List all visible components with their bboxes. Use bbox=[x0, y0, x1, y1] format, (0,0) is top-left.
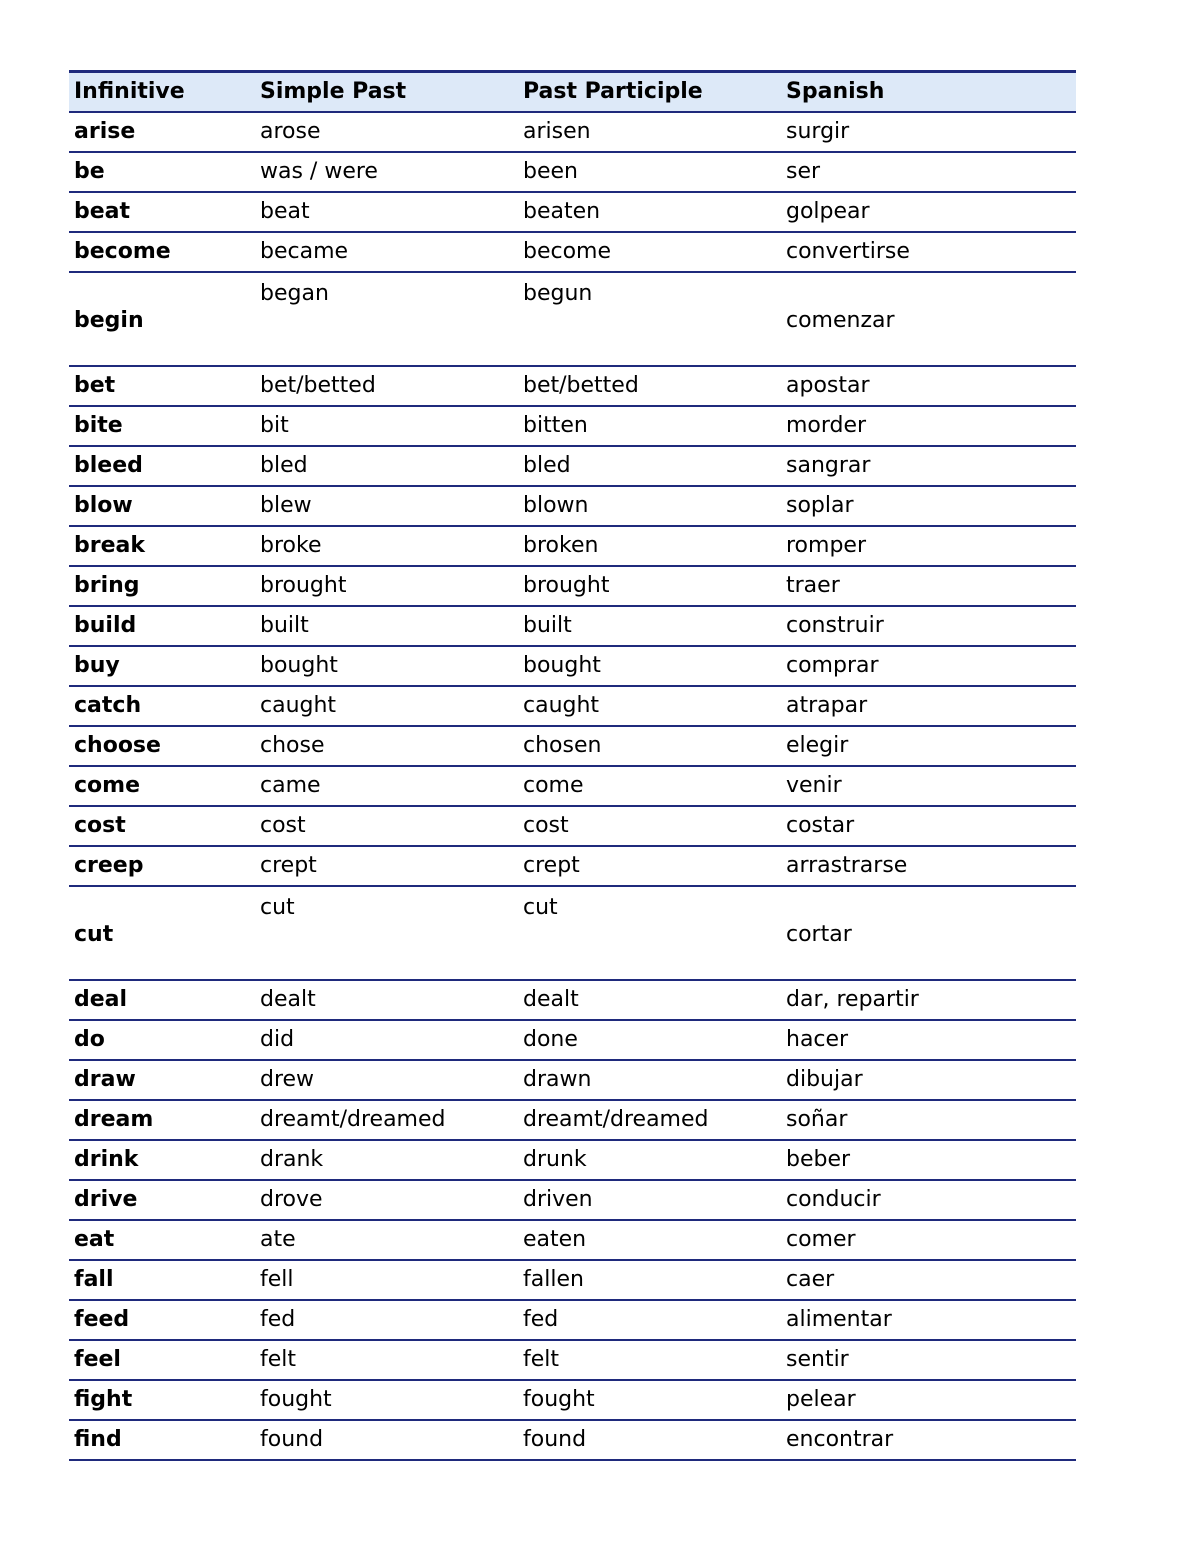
table-row bbox=[69, 152, 1076, 192]
cell-simple-past: bit bbox=[255, 406, 518, 446]
cell-spanish: hacer bbox=[781, 1020, 1076, 1060]
cell-spanish: romper bbox=[781, 526, 1076, 566]
cell-spanish: golpear bbox=[781, 192, 1076, 232]
cell-infinitive: find bbox=[69, 1420, 255, 1460]
cell-simple-past: blew bbox=[255, 486, 518, 526]
cell-infinitive: dream bbox=[69, 1100, 255, 1140]
cell-simple-past: dealt bbox=[255, 980, 518, 1020]
cell-past-participle: begun bbox=[518, 272, 781, 366]
cell-spanish: convertirse bbox=[781, 232, 1076, 272]
cell-past-participle: bled bbox=[518, 446, 781, 486]
cell-past-participle: brought bbox=[518, 566, 781, 606]
cell-infinitive: draw bbox=[69, 1060, 255, 1100]
table-row bbox=[69, 366, 1076, 406]
cell-simple-past: built bbox=[255, 606, 518, 646]
cell-past-participle: come bbox=[518, 766, 781, 806]
table-row bbox=[69, 606, 1076, 646]
cell-infinitive: blow bbox=[69, 486, 255, 526]
cell-infinitive: do bbox=[69, 1020, 255, 1060]
cell-infinitive: fight bbox=[69, 1380, 255, 1420]
cell-simple-past: came bbox=[255, 766, 518, 806]
cell-simple-past: felt bbox=[255, 1340, 518, 1380]
table-row bbox=[69, 446, 1076, 486]
cell-infinitive: be bbox=[69, 152, 255, 192]
cell-past-participle: cost bbox=[518, 806, 781, 846]
cell-spanish: comenzar bbox=[781, 272, 1076, 366]
cell-past-participle: crept bbox=[518, 846, 781, 886]
cell-past-participle: fed bbox=[518, 1300, 781, 1340]
table-header bbox=[69, 72, 1076, 113]
cell-simple-past: brought bbox=[255, 566, 518, 606]
cell-spanish: costar bbox=[781, 806, 1076, 846]
table-row bbox=[69, 1380, 1076, 1420]
table-row bbox=[69, 526, 1076, 566]
cell-simple-past: bought bbox=[255, 646, 518, 686]
cell-simple-past: bled bbox=[255, 446, 518, 486]
cell-spanish: morder bbox=[781, 406, 1076, 446]
cell-spanish: sangrar bbox=[781, 446, 1076, 486]
cell-spanish: arrastrarse bbox=[781, 846, 1076, 886]
cell-past-participle: drawn bbox=[518, 1060, 781, 1100]
table-row bbox=[69, 1220, 1076, 1260]
cell-spanish: beber bbox=[781, 1140, 1076, 1180]
cell-past-participle: drunk bbox=[518, 1140, 781, 1180]
cell-simple-past: caught bbox=[255, 686, 518, 726]
cell-simple-past: drove bbox=[255, 1180, 518, 1220]
cell-spanish: conducir bbox=[781, 1180, 1076, 1220]
cell-spanish: cortar bbox=[781, 886, 1076, 980]
cell-infinitive: arise bbox=[69, 112, 255, 152]
cell-spanish: dar, repartir bbox=[781, 980, 1076, 1020]
cell-spanish: surgir bbox=[781, 112, 1076, 152]
header-row bbox=[69, 72, 1076, 113]
cell-infinitive: bring bbox=[69, 566, 255, 606]
cell-past-participle: chosen bbox=[518, 726, 781, 766]
cell-past-participle: beaten bbox=[518, 192, 781, 232]
cell-simple-past: became bbox=[255, 232, 518, 272]
cell-simple-past: beat bbox=[255, 192, 518, 232]
cell-infinitive: begin bbox=[69, 272, 255, 366]
cell-past-participle: found bbox=[518, 1420, 781, 1460]
cell-infinitive: creep bbox=[69, 846, 255, 886]
cell-simple-past: drew bbox=[255, 1060, 518, 1100]
cell-infinitive: drink bbox=[69, 1140, 255, 1180]
table-row bbox=[69, 886, 1076, 980]
cell-spanish: comprar bbox=[781, 646, 1076, 686]
cell-infinitive: bleed bbox=[69, 446, 255, 486]
table-row bbox=[69, 406, 1076, 446]
cell-past-participle: caught bbox=[518, 686, 781, 726]
cell-simple-past: was / were bbox=[255, 152, 518, 192]
cell-spanish: dibujar bbox=[781, 1060, 1076, 1100]
cell-simple-past: did bbox=[255, 1020, 518, 1060]
table-row bbox=[69, 232, 1076, 272]
cell-simple-past: arose bbox=[255, 112, 518, 152]
cell-infinitive: feed bbox=[69, 1300, 255, 1340]
cell-simple-past: dreamt/dreamed bbox=[255, 1100, 518, 1140]
cell-infinitive: cost bbox=[69, 806, 255, 846]
cell-infinitive: buy bbox=[69, 646, 255, 686]
cell-infinitive: cut bbox=[69, 886, 255, 980]
table-row bbox=[69, 846, 1076, 886]
cell-spanish: soñar bbox=[781, 1100, 1076, 1140]
cell-past-participle: arisen bbox=[518, 112, 781, 152]
cell-simple-past: cost bbox=[255, 806, 518, 846]
cell-past-participle: become bbox=[518, 232, 781, 272]
cell-spanish: soplar bbox=[781, 486, 1076, 526]
cell-infinitive: deal bbox=[69, 980, 255, 1020]
cell-past-participle: fallen bbox=[518, 1260, 781, 1300]
cell-simple-past: crept bbox=[255, 846, 518, 886]
cell-spanish: encontrar bbox=[781, 1420, 1076, 1460]
table-row bbox=[69, 1100, 1076, 1140]
cell-infinitive: feel bbox=[69, 1340, 255, 1380]
cell-infinitive: beat bbox=[69, 192, 255, 232]
table-row bbox=[69, 272, 1076, 366]
cell-simple-past: chose bbox=[255, 726, 518, 766]
cell-spanish: apostar bbox=[781, 366, 1076, 406]
cell-simple-past: drank bbox=[255, 1140, 518, 1180]
cell-spanish: atrapar bbox=[781, 686, 1076, 726]
table-row bbox=[69, 1180, 1076, 1220]
cell-simple-past: began bbox=[255, 272, 518, 366]
table-row bbox=[69, 726, 1076, 766]
table-row bbox=[69, 766, 1076, 806]
table-row bbox=[69, 1060, 1076, 1100]
table-row bbox=[69, 646, 1076, 686]
cell-infinitive: choose bbox=[69, 726, 255, 766]
cell-past-participle: done bbox=[518, 1020, 781, 1060]
cell-spanish: construir bbox=[781, 606, 1076, 646]
cell-infinitive: drive bbox=[69, 1180, 255, 1220]
cell-infinitive: build bbox=[69, 606, 255, 646]
cell-infinitive: break bbox=[69, 526, 255, 566]
header-infinitive: Infinitive bbox=[69, 72, 255, 113]
table-row bbox=[69, 1140, 1076, 1180]
table-row bbox=[69, 806, 1076, 846]
cell-spanish: comer bbox=[781, 1220, 1076, 1260]
cell-past-participle: eaten bbox=[518, 1220, 781, 1260]
table-row bbox=[69, 192, 1076, 232]
cell-past-participle: bet/betted bbox=[518, 366, 781, 406]
cell-infinitive: bet bbox=[69, 366, 255, 406]
header-simple-past: Simple Past bbox=[255, 72, 518, 113]
table-row bbox=[69, 1420, 1076, 1460]
cell-infinitive: catch bbox=[69, 686, 255, 726]
cell-past-participle: driven bbox=[518, 1180, 781, 1220]
table-row bbox=[69, 566, 1076, 606]
table-row bbox=[69, 1260, 1076, 1300]
cell-past-participle: felt bbox=[518, 1340, 781, 1380]
cell-spanish: traer bbox=[781, 566, 1076, 606]
cell-past-participle: blown bbox=[518, 486, 781, 526]
header-past-participle: Past Participle bbox=[518, 72, 781, 113]
table-row bbox=[69, 1020, 1076, 1060]
cell-past-participle: dealt bbox=[518, 980, 781, 1020]
cell-past-participle: dreamt/dreamed bbox=[518, 1100, 781, 1140]
cell-simple-past: found bbox=[255, 1420, 518, 1460]
cell-infinitive: become bbox=[69, 232, 255, 272]
cell-simple-past: fell bbox=[255, 1260, 518, 1300]
cell-past-participle: fought bbox=[518, 1380, 781, 1420]
cell-simple-past: bet/betted bbox=[255, 366, 518, 406]
table-row bbox=[69, 1300, 1076, 1340]
cell-simple-past: cut bbox=[255, 886, 518, 980]
cell-past-participle: been bbox=[518, 152, 781, 192]
table-row bbox=[69, 112, 1076, 152]
cell-spanish: pelear bbox=[781, 1380, 1076, 1420]
cell-spanish: alimentar bbox=[781, 1300, 1076, 1340]
cell-past-participle: cut bbox=[518, 886, 781, 980]
cell-past-participle: bought bbox=[518, 646, 781, 686]
cell-infinitive: come bbox=[69, 766, 255, 806]
cell-past-participle: broken bbox=[518, 526, 781, 566]
cell-spanish: caer bbox=[781, 1260, 1076, 1300]
cell-spanish: elegir bbox=[781, 726, 1076, 766]
table-row bbox=[69, 686, 1076, 726]
cell-simple-past: broke bbox=[255, 526, 518, 566]
cell-infinitive: eat bbox=[69, 1220, 255, 1260]
cell-simple-past: fed bbox=[255, 1300, 518, 1340]
cell-spanish: sentir bbox=[781, 1340, 1076, 1380]
cell-spanish: ser bbox=[781, 152, 1076, 192]
cell-simple-past: fought bbox=[255, 1380, 518, 1420]
table-row bbox=[69, 486, 1076, 526]
cell-infinitive: bite bbox=[69, 406, 255, 446]
cell-simple-past: ate bbox=[255, 1220, 518, 1260]
irregular-verbs-table bbox=[69, 70, 1076, 1461]
cell-past-participle: built bbox=[518, 606, 781, 646]
table-row bbox=[69, 1340, 1076, 1380]
cell-past-participle: bitten bbox=[518, 406, 781, 446]
table-row bbox=[69, 980, 1076, 1020]
cell-infinitive: fall bbox=[69, 1260, 255, 1300]
cell-spanish: venir bbox=[781, 766, 1076, 806]
header-spanish: Spanish bbox=[781, 72, 1076, 113]
table-body bbox=[69, 112, 1076, 1460]
